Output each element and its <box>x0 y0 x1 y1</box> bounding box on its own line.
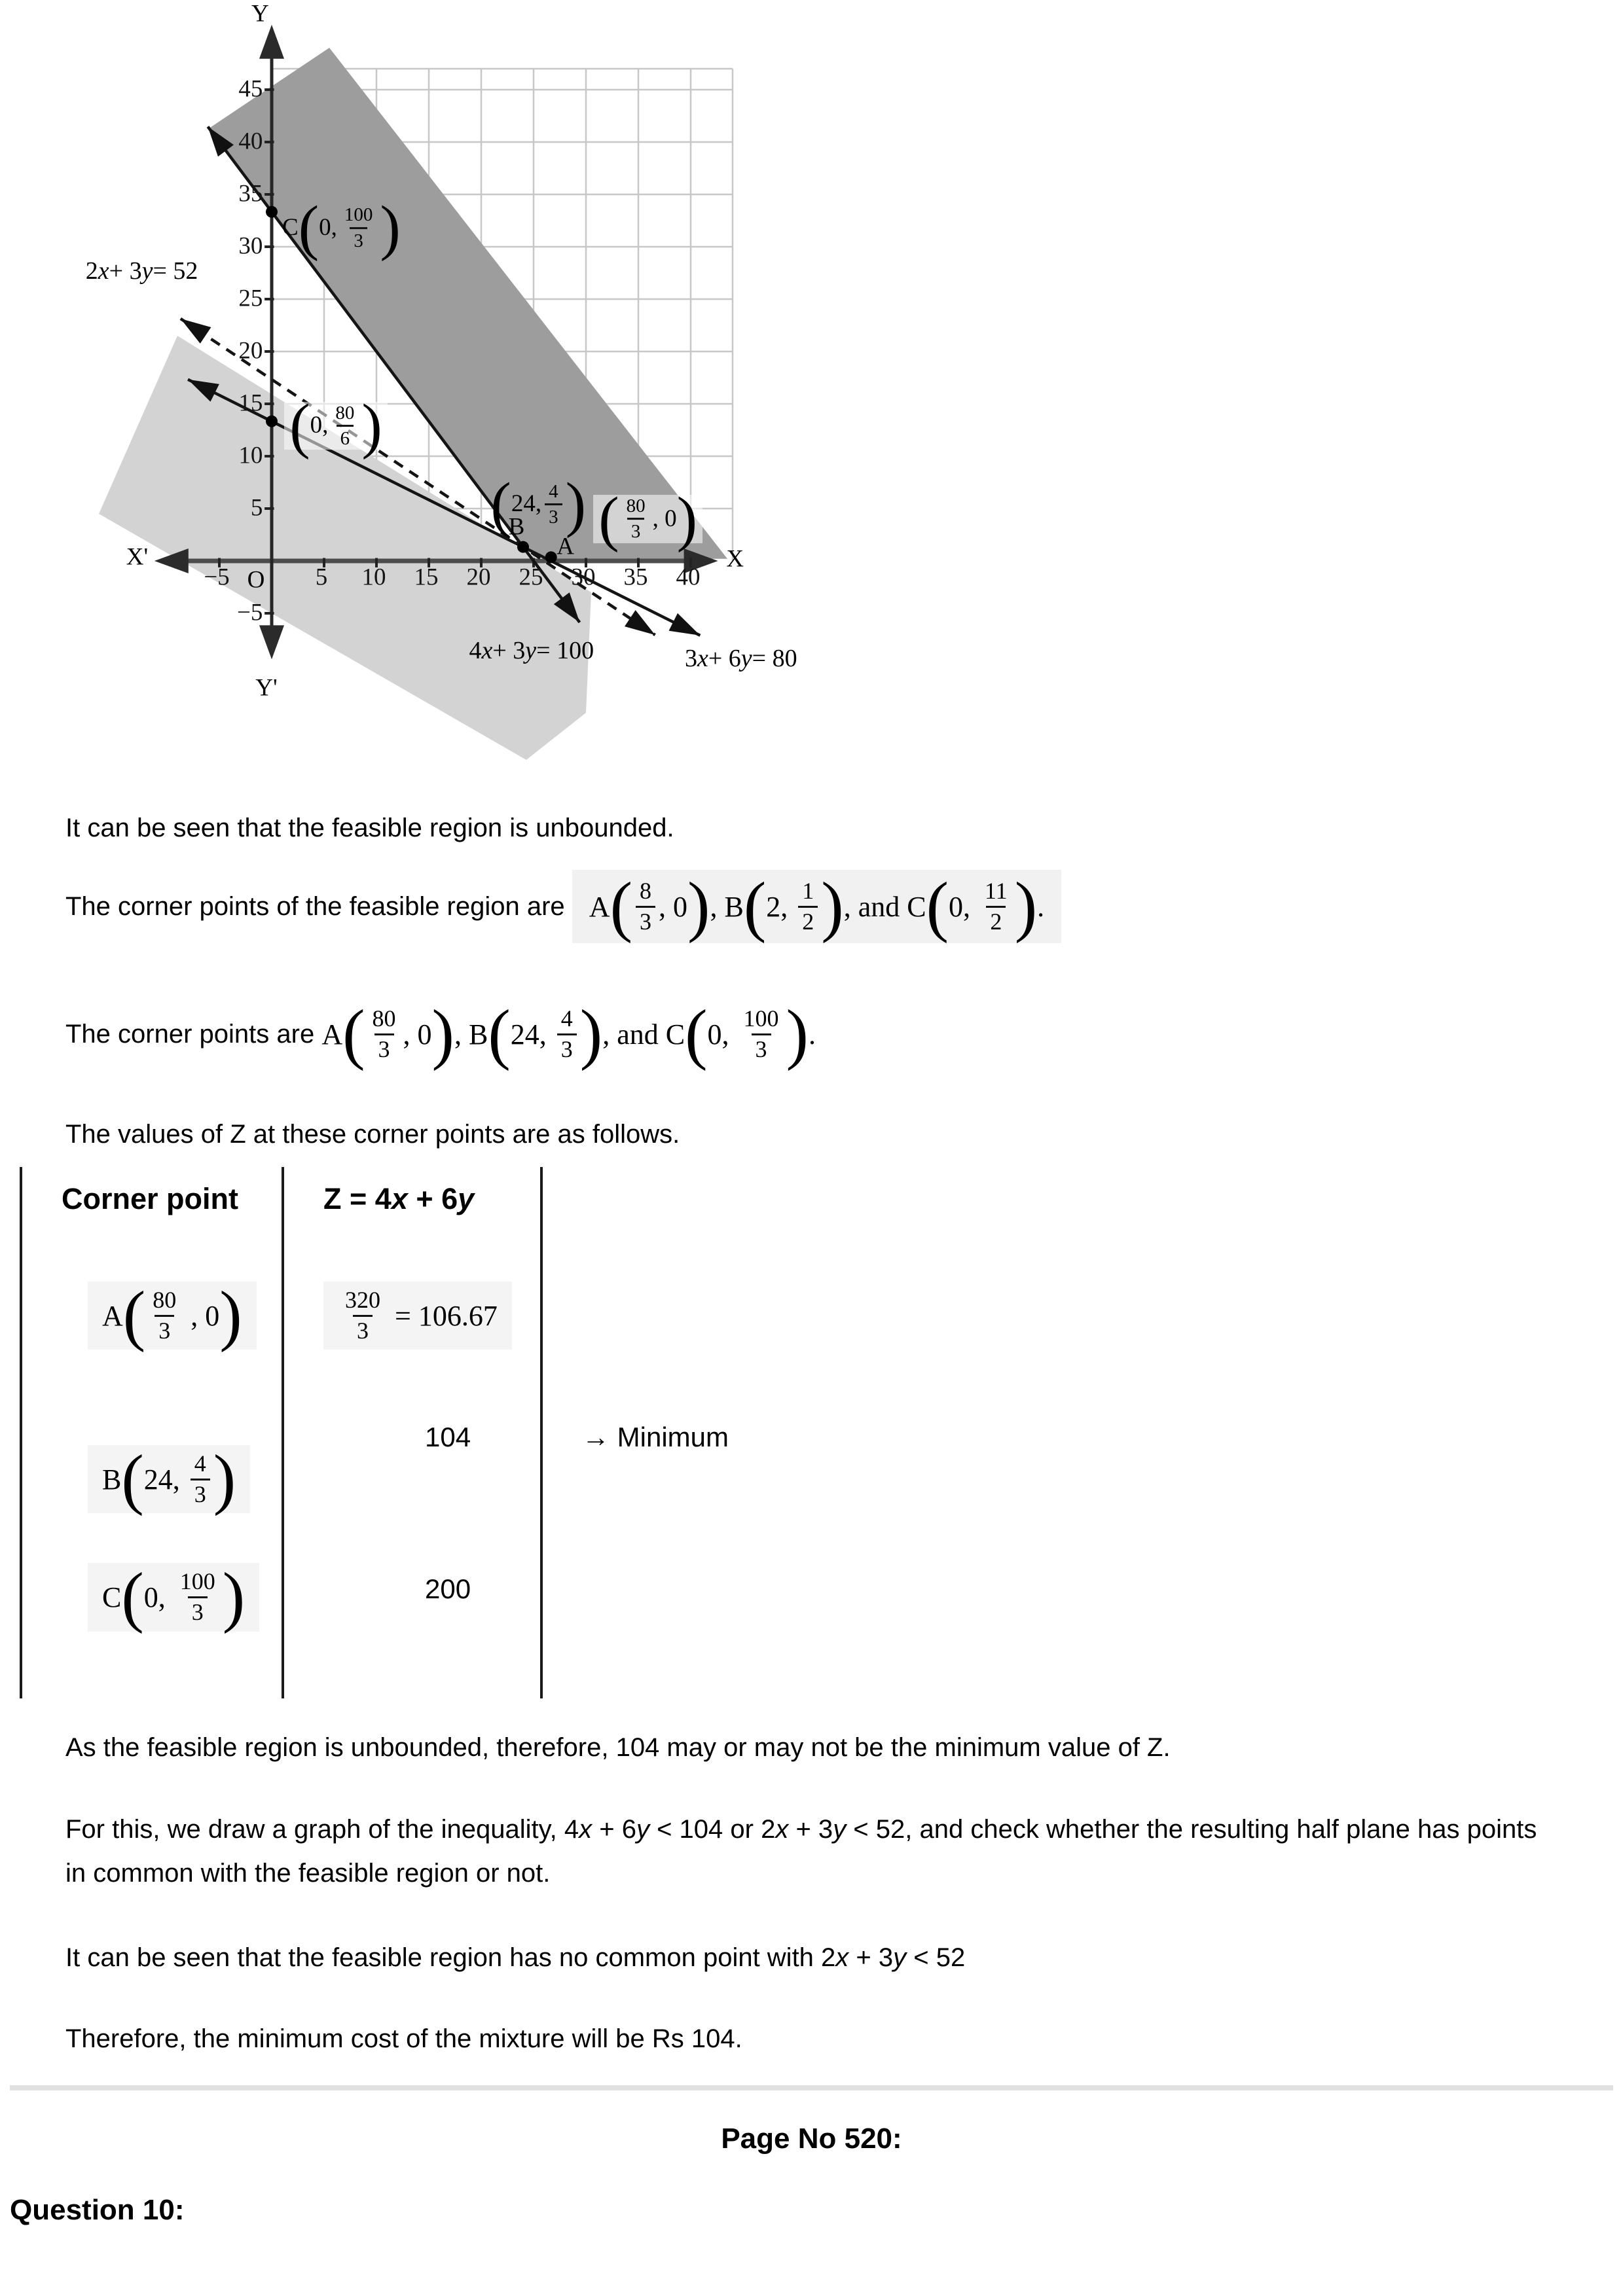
y-tick-label: 5 <box>250 494 263 522</box>
y-tick-label: 15 <box>238 389 263 417</box>
point-label-(24,4/3): ( 24, 4 3 ) <box>490 470 586 539</box>
corner-points-1-label: The corner points of the feasible region are <box>65 891 572 921</box>
point-label-C(0,100/3): C ( 0, 100 3 ) <box>282 194 401 262</box>
table-note-empty-0 <box>540 1230 972 1401</box>
table-header-2 <box>540 1167 972 1230</box>
corner-points-1-formula: A ( 8 3 , 0 ) , B ( 2, 1 2 ) , and C ( 0, 11 2 ) . <box>572 870 1061 944</box>
x-tick-label: 10 <box>361 564 386 592</box>
section-divider <box>10 2085 1613 2090</box>
y-axis-label: Y <box>251 0 269 27</box>
y-tick-label: 20 <box>238 337 263 365</box>
corner-points-2-formula: A ( 80 3 , 0 ) , B ( 24, 4 3 ) , and C ( 0, 100 3 ) . <box>321 997 816 1071</box>
label-2x+3y=52: 2 x + 3 y = 52 <box>85 257 198 285</box>
table-z-value-0: $\frac{320}{3}$ = 106.67 <box>282 1230 540 1401</box>
point-label-B: B <box>508 513 525 541</box>
x-neg-axis-label: X' <box>126 543 149 571</box>
table-corner-point-0: A ( 80 3 , 0 ) <box>20 1230 282 1401</box>
x-tick-label: 30 <box>571 564 596 592</box>
y-tick-label: 30 <box>238 232 263 260</box>
corner-points-line-1 <box>65 857 1061 956</box>
table-header-1: Z = 4x + 6y <box>282 1167 540 1230</box>
x-tick-label: 25 <box>519 564 543 592</box>
question-heading: Question 10: <box>10 2194 185 2226</box>
table-z-value-1: 104 <box>282 1401 540 1558</box>
y-tick-label: 45 <box>238 75 263 103</box>
para-feasible-unbounded: It can be seen that the feasible region is unbounded. <box>65 814 674 842</box>
label-3x+6y=80: 3 x + 6 y = 80 <box>684 645 797 673</box>
table-corner-point-2: C ( 0, 100 3 ) <box>20 1558 282 1698</box>
x-tick-label: 35 <box>623 564 648 592</box>
x-tick-label: 15 <box>414 564 439 592</box>
point-label-(0,80/6): ( 0, 80 6 ) <box>284 402 388 450</box>
corner-points-line-2 <box>65 985 816 1083</box>
table-header-0: Corner point <box>20 1167 282 1230</box>
y-tick-label: 25 <box>238 285 263 312</box>
x-tick-label: 40 <box>676 564 701 592</box>
origin-label: O <box>247 567 265 594</box>
page-number: Page No 520: <box>721 2123 902 2155</box>
y-tick-label: 10 <box>238 442 263 469</box>
corner-points-2-label: The corner points are <box>65 1019 322 1049</box>
x-tick-label: 20 <box>466 564 491 592</box>
para-conclusion: Therefore, the minimum cost of the mixture will be Rs 104. <box>65 2024 742 2053</box>
table-z-value-2: 200 <box>282 1558 540 1698</box>
para-half-plane-check: For this, we draw a graph of the inequality, 4x + 6y < 104 or 2x + 3y < 52, and check whether the resulting half plane has points in common with the feasible region or not. <box>65 1815 1537 1888</box>
point-label-(80/3,0): ( 80 3 , 0 ) <box>593 495 702 543</box>
label-4x+3y=100: 4 x + 3 y = 100 <box>469 636 594 664</box>
y-tick-label: −5 <box>237 599 263 626</box>
lp-feasible-region-graph <box>62 1 816 765</box>
table-note-empty-2 <box>540 1558 972 1698</box>
table-note-minimum: → Minimum <box>540 1401 972 1558</box>
table-corner-point-1: B ( 24, 4 3 ) <box>20 1401 282 1558</box>
y-neg-axis-label: Y' <box>255 674 278 702</box>
x-axis-label: X <box>726 546 744 573</box>
para-no-common-point: It can be seen that the feasible region has no common point with 2x + 3y < 52 <box>65 1943 966 1972</box>
y-tick-label: 40 <box>238 128 263 155</box>
para-z-values-intro: The values of Z at these corner points are as follows. <box>65 1120 680 1149</box>
graph-labels-overlay <box>62 1 816 765</box>
x-tick-label: −5 <box>204 564 230 592</box>
para-unbounded-note: As the feasible region is unbounded, therefore, 104 may or may not be the minimum value of Z. <box>65 1733 1171 1762</box>
z-values-table <box>20 1167 972 1698</box>
point-label-A: A <box>556 533 574 560</box>
y-tick-label: 35 <box>238 180 263 207</box>
x-tick-label: 5 <box>315 564 328 592</box>
